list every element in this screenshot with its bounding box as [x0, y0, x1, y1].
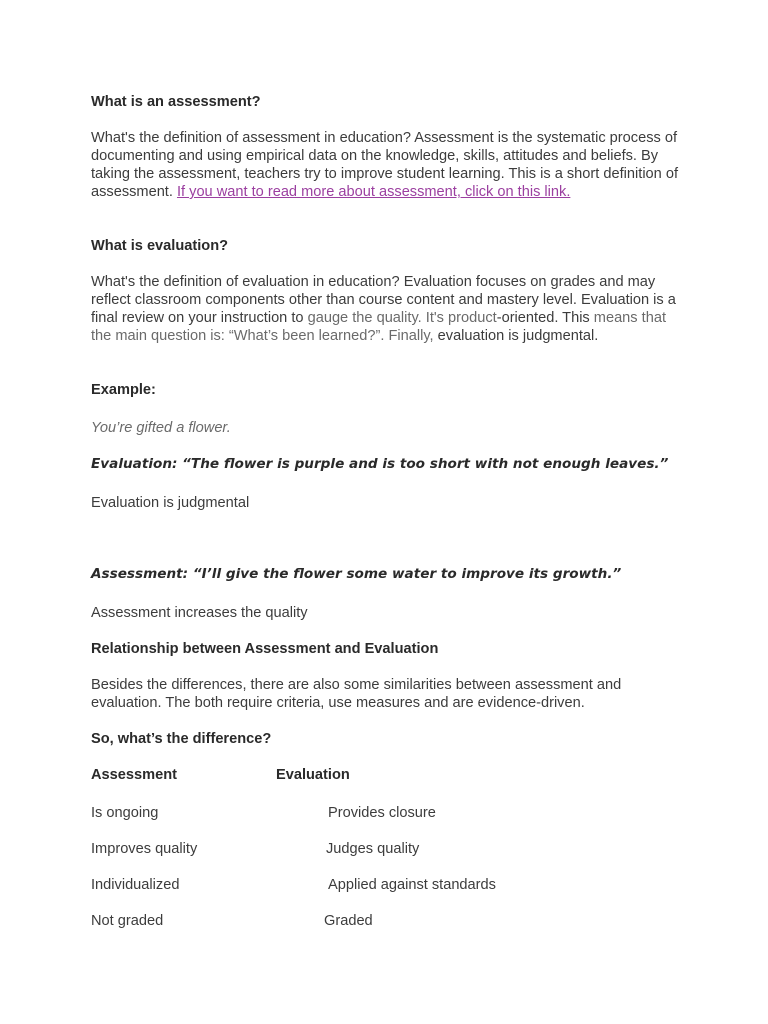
evaluation-quote: Evaluation: “The flower is purple and is too short with not enough leaves.”	[91, 456, 669, 472]
relationship-paragraph: Besides the differences, there are also some similarities between assessment and evaluation. The both require criteria, use measures and are evidence-driven.	[91, 677, 622, 711]
comparison-cell: Judges quality	[326, 841, 420, 857]
assessment-quote: Assessment: “I’ll give the flower some water to improve its growth.”	[91, 566, 622, 582]
evaluation-heading: What is evaluation?	[91, 238, 229, 254]
comparison-cell: Improves quality	[91, 841, 198, 857]
difference-heading: So, what’s the difference?	[91, 731, 272, 747]
comparison-cell: Graded	[324, 913, 373, 929]
comparison-cell: Is ongoing	[91, 805, 159, 821]
evaluation-body-part2: gauge the quality. It's product	[307, 310, 497, 326]
comparison-cell: Applied against standards	[328, 877, 496, 893]
example-heading: Example:	[91, 382, 156, 398]
evaluation-body-part3: -oriented. This	[496, 310, 590, 326]
assessment-link[interactable]: If you want to read more about assessment, click on this link.	[176, 184, 571, 200]
comparison-cell: Individualized	[91, 877, 180, 893]
evaluation-paragraph	[91, 273, 686, 345]
comparison-header-assessment: Assessment	[91, 767, 177, 783]
evaluation-body-part5: evaluation is judgmental.	[437, 328, 599, 344]
relationship-heading: Relationship between Assessment and Evaluation	[91, 641, 439, 657]
comparison-cell: Provides closure	[328, 805, 436, 821]
evaluation-body-part1: What's the definition of evaluation in education? Evaluation focuses on grades and may reflect classroom components other than course content and mastery level. Evaluation is a final review on your instruction to	[91, 274, 676, 326]
comparison-header-evaluation: Evaluation	[276, 767, 350, 783]
evaluation-note: Evaluation is judgmental	[91, 495, 250, 511]
comparison-cell: Not graded	[91, 913, 164, 929]
assessment-paragraph	[91, 129, 686, 201]
assessment-note: Assessment increases the quality	[91, 605, 308, 621]
evaluation-body-part4: means that the main question is: “What’s been learned?”. Finally,	[91, 310, 666, 344]
assessment-body: What's the definition of assessment in education? Assessment is the systematic process of documenting and using empirical data on the knowledge, skills, attitudes and beliefs. By taking the assessment, teachers try to improve student learning. This is a short definition of assessment.	[91, 130, 679, 200]
assessment-heading: What is an assessment?	[91, 94, 261, 110]
example-text: You’re gifted a flower.	[91, 420, 231, 436]
